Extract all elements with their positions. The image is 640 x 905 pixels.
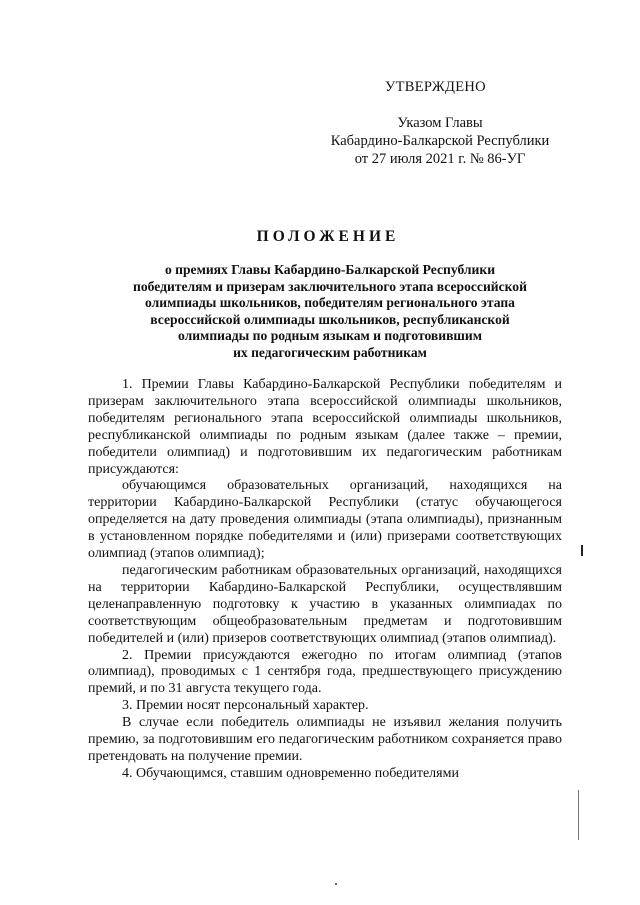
scan-margin-mark: [578, 790, 579, 840]
paragraph: 1. Премии Главы Кабардино-Балкарской Республики победителям и призерам заключительного этапа всероссийской олимпиады школьников, победителям регионального этапа всероссийской олимпиады школьников, республиканской олимпиады по родным языкам (далее также – премии, победители олимпиад) и подготовившим их педагогическим работникам присуждаются:: [88, 377, 562, 477]
document-subtitle: [90, 262, 570, 362]
scan-dot: [335, 883, 337, 885]
approval-heading: УТВЕРЖДЕНО: [385, 79, 486, 95]
subtitle-line: всероссийской олимпиады школьников, республиканской: [150, 311, 510, 327]
document-title: ПОЛОЖЕНИЕ: [256, 228, 400, 245]
subtitle-line: их педагогическим работникам: [233, 344, 427, 360]
paragraph: 2. Премии присуждаются ежегодно по итогам олимпиад (этапов олимпиад), проводимых с 1 сентября года, предшествующего присуждению премий, и по 31 августа текущего года.: [88, 647, 562, 697]
paragraph: В случае если победитель олимпиады не изъявил желания получить премию, за подготовившим его педагогическим работником сохраняется право претендовать на получение премии.: [88, 715, 562, 764]
subtitle-line: о премиях Главы Кабардино-Балкарской Республики: [164, 262, 496, 277]
paragraph: педагогическим работникам образовательных организаций, находящихся на территории Кабардино-Балкарской Республики, осуществлявшим целенаправленную подготовку к участию в указанных олимпиадах по соответствующим общеобразовательным предметам и подготовившим победителей и (или) призеров соответствующих олимпиад (этапов олимпиад).: [88, 562, 562, 646]
paragraph: обучающимся образовательных организаций, находящихся на территории Кабардино-Балкарской Республики (статус обучающегося определяется на дату проведения олимпиады (этапа олимпиады), признанным в установленном порядке победителями и (или) призерами соответствующих олимпиад (этапов олимпиад);: [88, 478, 562, 562]
subtitle-line: победителям и призерам заключительного этапа всероссийской: [133, 278, 527, 294]
paragraph: 4. Обучающимся, ставшим одновременно победителями: [122, 765, 459, 781]
subtitle-line: олимпиады по родным языкам и подготовившим: [177, 328, 482, 344]
approval-line: от 27 июля 2021 г. № 86-УГ: [354, 151, 526, 167]
scan-margin-mark: [581, 545, 583, 556]
approval-line: Указом Главы: [397, 115, 483, 131]
paragraph: 3. Премии носят персональный характер.: [122, 698, 369, 714]
approval-stamp: [300, 78, 580, 168]
document-body: [88, 377, 562, 783]
subtitle-line: олимпиады школьников, победителям регионального этапа: [145, 295, 515, 311]
approval-line: Кабардино-Балкарской Республики: [330, 133, 550, 149]
